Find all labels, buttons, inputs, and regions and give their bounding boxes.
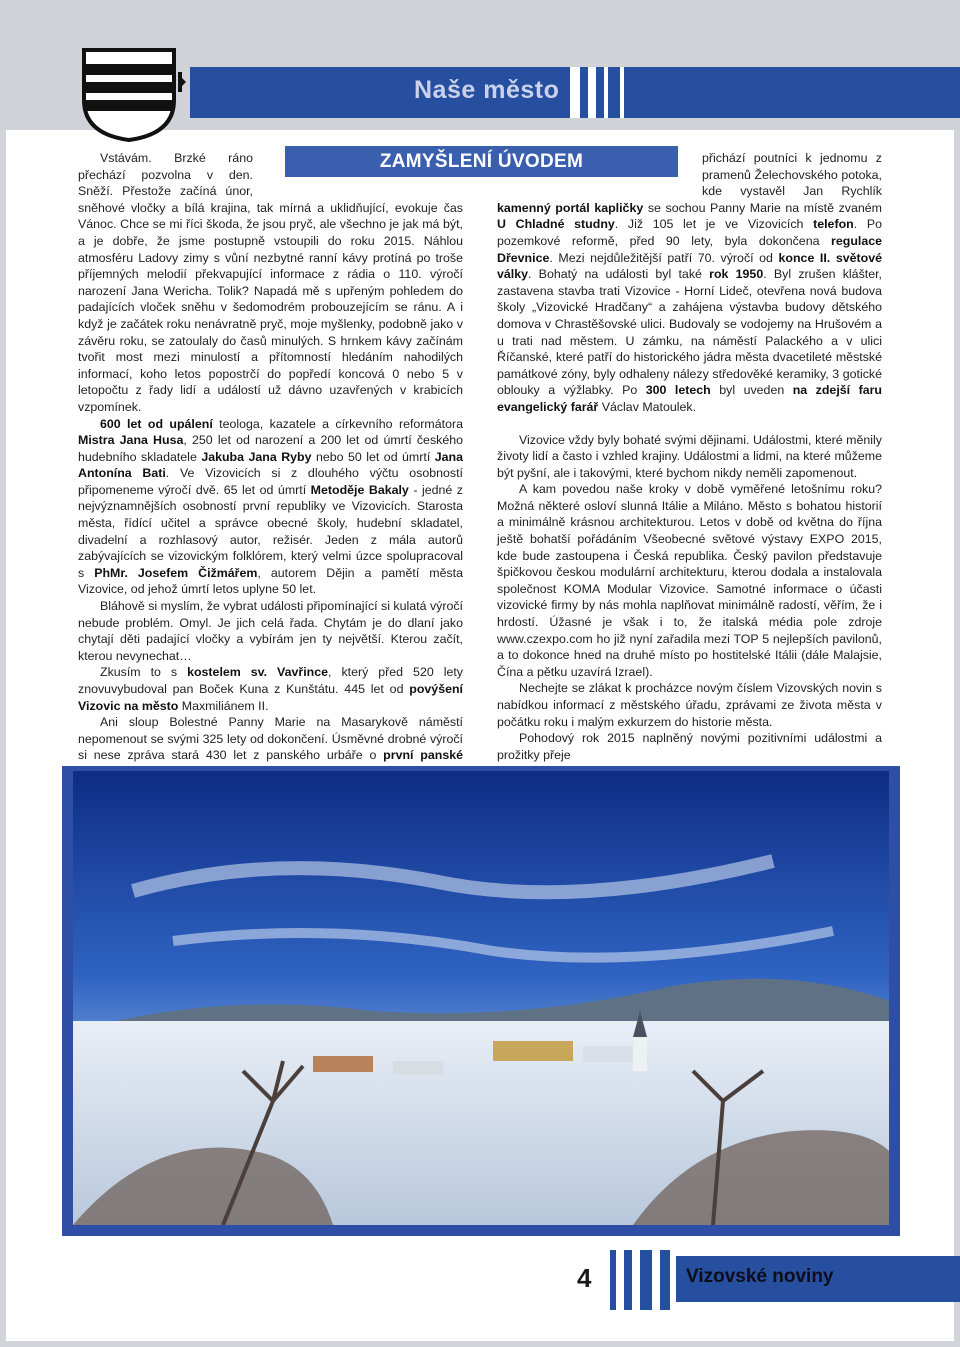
paragraph: 600 let od upálení teologa, kazatele a církevního reformátora Mistra Jana Husa, 250 let od narození a 200 let od úmrtí českého hudebního skladatele Jakuba Jana Ryby nebo 50 let od úmrtí Jana Antonína Bati. Ve Vizovicích si z dlouhého výčtu osobností připomeneme výročí dvě. 65 let od úmrtí Metoděje Bakaly - jedné z nejvýznamnějších osobností první republiky ve Vizovicích. Starosta města, řídící učitel a správce obecné školy, hudební skladatel, divadelní a rozhlasový autor, režisér. Jeden z mála autorů zabývajících se vizovickým folklórem, který velmi úzce spolupracoval s PhMr. Josefem Čižmářem, autorem Dějin a pamětí města Vizovice, od jehož úmrtí letos uplyne 50 let. (78, 416, 464, 597)
footer-stripe (610, 1250, 616, 1310)
article-left-column (78, 150, 463, 814)
footer-stripe (660, 1250, 670, 1310)
coat-of-arms-icon (78, 42, 188, 142)
paragraph-gap (497, 416, 882, 432)
article-title: ZAMYŠLENÍ ÚVODEM (285, 146, 678, 177)
paragraph: A kam povedou naše kroky v době vyměřené letošnímu roku? Možná některé osloví slunná Itálie a Miláno. Město s bohatou historií a minimálně krásnou architekturou. Letos v době od května do října ještě bohatší pořádáním Všeobecné světové výstavy EXPO 2015, kde bude zastoupena i Česká republika. Český pavilon představuje špičkovou českou modulární architekturu, kterou dodala a instalovala společnost KOMA Modular Vizovice. Samotné informace o účasti vizovické firmy by nás mohla naplňovat minimálně radostí, věřím, že i hrdostí. Úžasné je však i to, že italská média pole zdroje www.czexpo.com ho již nyní zařadila mezi TOP 5 nejlepších pavilonů, a to dokonce hned na druhé místo po hostitelské Itálii (dále Malajsie, Čína a pětku uzavírá Izrael). (497, 482, 882, 679)
paragraph: Zkusím to s kostelem sv. Vavřince, který před 520 lety znovuvybudoval pan Boček Kuna z Kunštátu. 445 let od povýšení Vizovic na město Maxmiliánem II. (78, 665, 463, 713)
section-header-title: Naše město (414, 76, 560, 104)
header-stripe-gap (620, 67, 624, 118)
page-number: 4 (577, 1263, 592, 1293)
paragraph: Pohodový rok 2015 naplněný novými pozitivními událostmi a prožitky přeje (497, 731, 882, 762)
paragraph: Ani sloup Bolestné Panny Marie na Masarykově náměstí nepomenout se svými 325 lety od dokončení. Úsměvné drobné výročí si nese zpráva stará 430 let z panského urbáře o první panské (78, 715, 463, 763)
paragraph: přichází poutníci k jednomu z pramenů Želechovského potoka, kde vystavěl Jan Rychlík kamenný portál kapličky se sochou Panny Marie na místě zvaném U Chladné studny. Již 105 let je ve Vizovicích telefon. Po pozemkové reformě, před 90 lety, byla dokončena regulace Dřevnice. Mezi nejdůležitější patří 70. výročí od konce II. světové války. Bohatý na události byl také rok 1950. Byl zrušen klášter, zastavena stavba trati Vizovice - Horní Lideč, otevřena nová budova školy „Vizovické Hradčany“ a zahájena výstavba budovy dětského domova v Chrastěšovské ulici. Budovaly se vodojemy na Hrušovém a u trati nad městem. U zámku, na náměstí Palackého a v ulici Říčanské, které patří do historického jádra města dvacetileté městské památkové zóny, byly odhaleny nálezy středověké keramiky, 3 gotické oblouky a výžlabky. Po 300 letech byl uveden na zdejší faru evangelický farář Václav Matoulek. (497, 151, 882, 414)
magazine-name: Vizovské noviny (686, 1266, 834, 1287)
paragraph: Vstávám. Brzké ráno přechází pozvolna v den. Sněží. Přestože začíná únor, sněhové vločky a bílá krajina, tak mírná a uklidňující, evokuje čas Vánoc. Chce se mi říci škoda, že jsou pryč, ale všechno je jak má být, a je dobře, že jsme postupně vstoupili do roku 2015. Náhlou atmosféru Ladovy zimy s vůní nezbytné ranní kávy protíná po troše příjemných melodií překvapující informace z rádia o 110. výročí narození Jana Wericha. Tolik? Napadá mě s upřeným pohledem do padajících vloček sněhu v šedomodrém probouzejícím se ránu. A i když je začátek roku nenávratně pryč, moje myšlenky, podobně jako v závěru roku, se zatoulaly do časů minulých. S hrnkem kávy začínám tvořit most mezi minulostí a přítomností hledáním nahodilých informací, koho letos popostrčí do popředí koncová 0 nebo 5 v letopočtu z řady lidí a událostí už dávno uzavřených v krabicích vzpomínek. (78, 151, 463, 414)
header-stripe-gap (588, 67, 596, 118)
footer-stripe (640, 1250, 652, 1310)
paragraph: Nechejte se zlákat k procházce novým číslem Vizovských novin s nabídkou informací z městského úřadu, zprávami ze života města v počátku roku i malým exkurzem do historie města. (497, 681, 882, 729)
footer-stripe (624, 1250, 632, 1310)
article-right-column (497, 150, 882, 788)
header-stripe-gap (604, 67, 608, 118)
paragraph: Bláhově si myslím, že vybrat události připomínající si kulatá výročí nebude problém. Omyl. Je jich celá řada. Chytám je do dlaní jako chytají děti padající vločky a vybírám jen ty největší. Kterou začít, kterou nevynechat… (78, 599, 463, 663)
float-spacer (497, 150, 702, 196)
paragraph: Vizovice vždy byly bohaté svými dějinami. Událostmi, které měnily životy lidí a často i vzhled krajiny. Událostmi a lidmi, na které můžeme být pyšní, ale i takovými, které bychom nikdy neměli zapomenout. (497, 432, 882, 480)
winter-town-photo (73, 771, 889, 1225)
float-spacer (253, 150, 463, 196)
header-stripe-gap (570, 67, 580, 118)
